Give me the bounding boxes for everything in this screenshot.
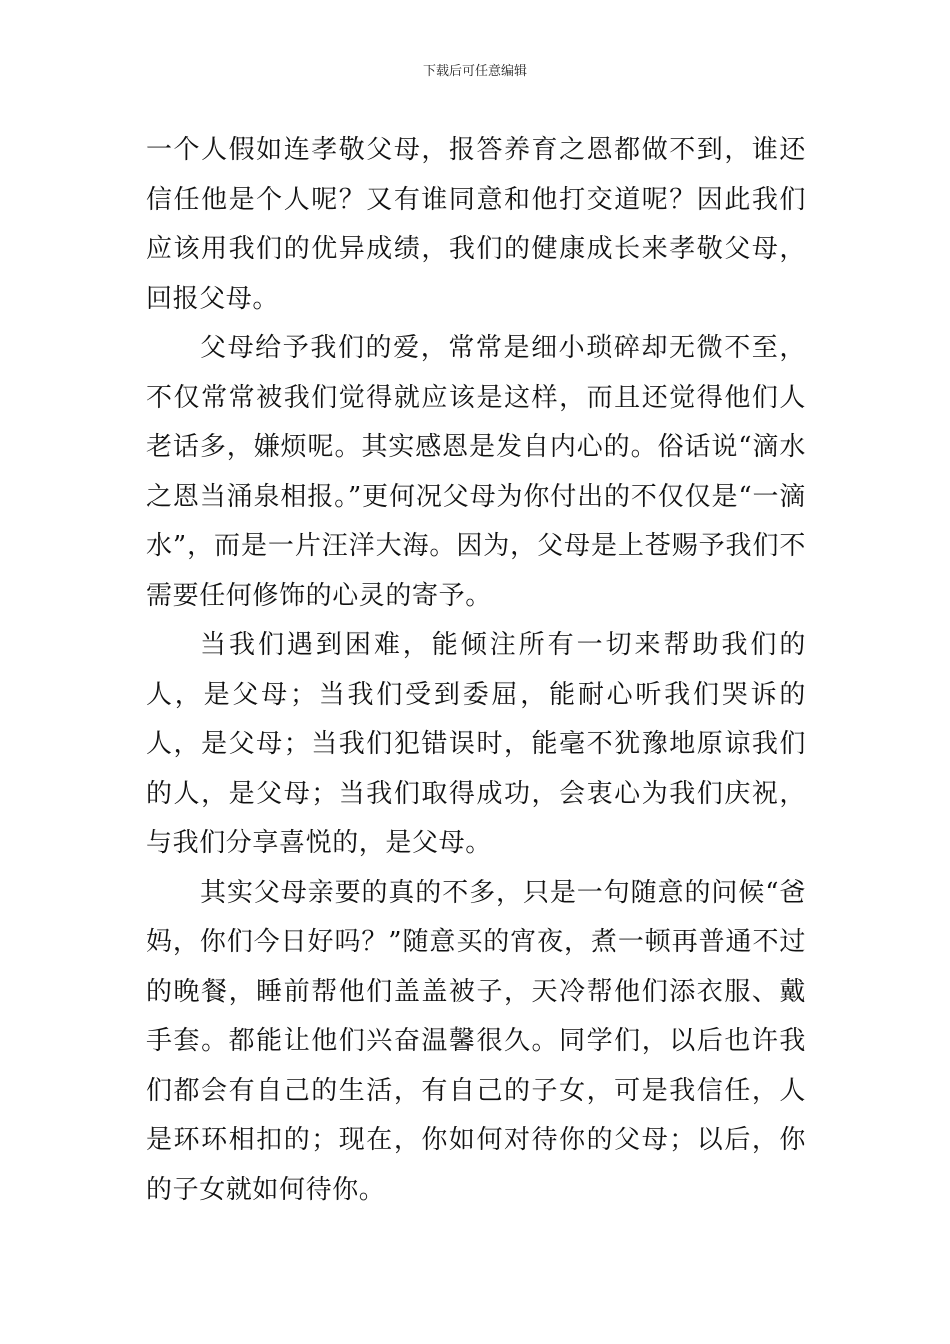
paragraph-1: 一个人假如连孝敬父母，报答养育之恩都做不到，谁还信任他是个人呢？又有谁同意和他打交道呢？因此我们应该用我们的优异成绩，我们的健康成长来孝敬父母，回报父母。 bbox=[146, 135, 806, 314]
paragraph-4: 其实父母亲要的真的不多，只是一句随意的问候“爸妈，你们今日好吗？”随意买的宵夜，煮一顿再普通不过的晚餐，睡前帮他们盖盖被子，天冷帮他们添衣服、戴手套。都能让他们兴奋温馨很久。同学们，以后也许我们都会有自己的生活，有自己的子女，可是我信任，人是环环相扣的；现在，你如何对待你的父母；以后，你的子女就如何待你。 bbox=[146, 877, 806, 1205]
page-header-note: 下载后可任意编辑 bbox=[422, 64, 527, 79]
document-body bbox=[146, 126, 806, 1215]
paragraph-3: 当我们遇到困难，能倾注所有一切来帮助我们的人，是父母；当我们受到委屈，能耐心听我们哭诉的人，是父母；当我们犯错误时，能毫不犹豫地原谅我们的人，是父母；当我们取得成功，会衷心为我们庆祝，与我们分享喜悦的，是父母。 bbox=[146, 630, 806, 858]
paragraph-2: 父母给予我们的爱，常常是细小琐碎却无微不至，不仅常常被我们觉得就应该是这样，而且还觉得他们人老话多，嫌烦呢。其实感恩是发自内心的。俗话说“滴水之恩当涌泉相报。”更何况父母为你付出的不仅仅是“一滴水”，而是一片汪洋大海。因为，父母是上苍赐予我们不需要任何修饰的心灵的寄予。 bbox=[146, 333, 806, 611]
